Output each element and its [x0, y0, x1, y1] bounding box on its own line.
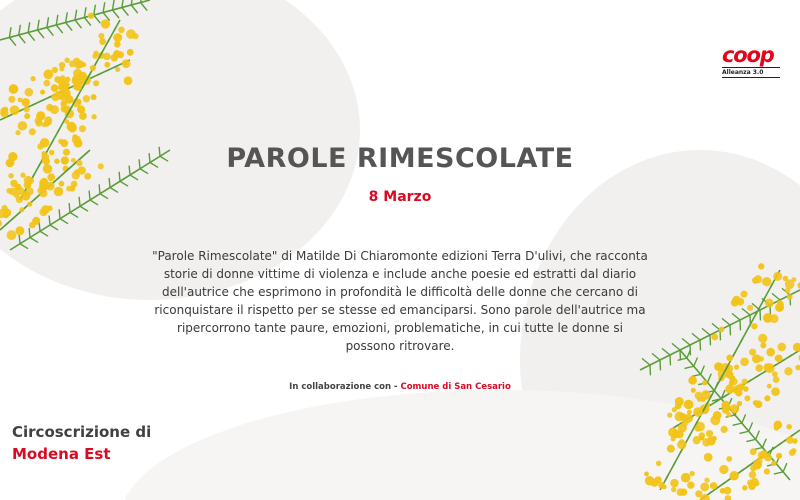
- event-date: 8 Marzo: [368, 189, 432, 205]
- collaboration-line: [0, 382, 800, 392]
- logo-wordmark: coop: [722, 43, 774, 67]
- district-name: Modena Est: [12, 445, 111, 463]
- mimosa-branch-top-left: [0, 0, 200, 270]
- district-line1: Circoscrizione di: [12, 423, 152, 441]
- collaboration-partner: Comune di San Cesario: [400, 382, 511, 392]
- coop-logo: [722, 44, 780, 78]
- page-title: PAROLE RIMESCOLATE: [226, 143, 574, 174]
- collaboration-prefix: In collaborazione con -: [289, 382, 401, 392]
- district-label: [12, 421, 151, 465]
- logo-subtitle: Alleanza 3.0: [722, 67, 780, 78]
- event-description: "Parole Rimescolate" di Matilde Di Chiaromonte edizioni Terra D'ulivi, che racconta storie di donne vittime di violenza e include anche poesie ed estratti dal diario dell'autrice che esprimono in profondità le difficoltà delle donne che cercano di riconquistare il rispetto per se stesse ed emanciparsi. Sono parole dell'autrice ma ripercorrono tante paure, emozioni, problematiche, in cui tutte le donne si possono ritrovare.: [152, 249, 648, 353]
